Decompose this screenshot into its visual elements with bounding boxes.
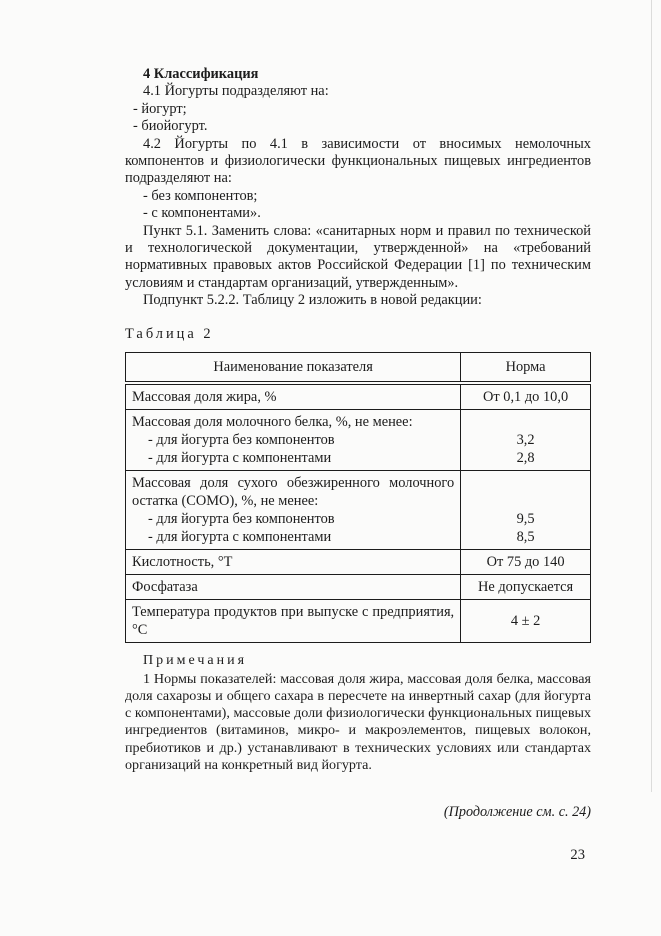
para-4-2: 4.2 Йогурты по 4.1 в зависимости от вносимых немолочных компонентов и физиологически функциональных пищевых ингредиентов подразделяют на: (125, 135, 591, 187)
notes-heading: Примечания (143, 652, 248, 668)
notes-section (125, 653, 591, 774)
table-caption: Таблица 2 (125, 325, 214, 342)
document-page (125, 66, 591, 879)
cell-fat-norm: От 0,1 до 10,0 (461, 383, 591, 410)
table-row-protein (126, 409, 591, 470)
list-item-yogurt: - йогурт; (133, 100, 187, 117)
note-1: 1 Нормы показателей: массовая доля жира, массовая доля белка, массовая доля сахарозы и общего сахара в пересчете на инвертный сахар (для йогурта с компонентами), массовые доли физиологически функциональных пищевых ингредиентов (витаминов, микро- и макроэлементов, пищевых волокон, пребиотиков и др.) устанавливают в технических условиях или стандартах организаций на конкретный вид йогурта. (125, 670, 591, 773)
list-item-no-components: - без компонентов; (143, 187, 258, 204)
scan-edge-artifact (651, 0, 652, 792)
cell-protein-norm-with: 2,8 (516, 449, 535, 466)
cell-protein-norm (461, 409, 591, 470)
cell-phosphatase-name: Фосфатаза (126, 574, 461, 599)
cell-temperature-norm: 4 ± 2 (461, 599, 591, 642)
cell-somo-norm (461, 470, 591, 549)
cell-somo-item-without: - для йогурта без компонентов (148, 510, 335, 527)
cell-protein-intro: Массовая доля молочного белка, %, не менее: (132, 413, 413, 430)
cell-temperature-text: Температура продуктов при выпуске с предприятия, °С (132, 603, 455, 638)
cell-acidity-norm: От 75 до 140 (461, 549, 591, 574)
table-header-row (126, 352, 591, 383)
cell-fat-name: Массовая доля жира, % (126, 383, 461, 410)
para-podpunkt-5-2-2: Подпункт 5.2.2. Таблицу 2 изложить в новой редакции: (143, 292, 482, 309)
para-4-1: 4.1 Йогурты подразделяют на: (143, 83, 329, 100)
cell-acidity-name: Кислотность, °Т (126, 549, 461, 574)
table-row-temperature (126, 599, 591, 642)
cell-somo-intro: Массовая доля сухого обезжиренного молочного остатка (СОМО), %, не менее: (132, 474, 455, 509)
table-row-fat (126, 383, 591, 410)
column-header-name: Наименование показателя (126, 352, 461, 383)
page-number: 23 (570, 846, 585, 863)
table-row-acidity (126, 549, 591, 574)
cell-protein-norm-without: 3,2 (516, 431, 535, 448)
table-2 (125, 352, 591, 643)
cell-somo-norm-without: 9,5 (516, 510, 535, 527)
cell-protein-item-with: - для йогурта с компонентами (148, 449, 332, 466)
column-header-norm: Норма (461, 352, 591, 383)
cell-somo-item-with: - для йогурта с компонентами (148, 528, 332, 545)
cell-somo-name (126, 470, 461, 549)
list-item-bioyogurt: - биойогурт. (133, 118, 208, 135)
para-punkt-5-1: Пункт 5.1. Заменить слова: «санитарных норм и правил по технической и технологической документации, утвержденной» на «требований нормативных правовых актов Российской Федерации [1] по техническим условиям и стандартам организаций, утвержденным». (125, 222, 591, 291)
cell-temperature-name (126, 599, 461, 642)
cell-somo-norm-with: 8,5 (516, 528, 535, 545)
cell-protein-item-without: - для йогурта без компонентов (148, 431, 335, 448)
cell-protein-name (126, 409, 461, 470)
cell-phosphatase-norm: Не допускается (461, 574, 591, 599)
continuation-note: (Продолжение см. с. 24) (443, 803, 591, 820)
table-row-phosphatase (126, 574, 591, 599)
section-heading: 4 Классификация (143, 66, 259, 82)
list-item-with-components: - с компонентами». (143, 205, 261, 222)
table-row-somo (126, 470, 591, 549)
